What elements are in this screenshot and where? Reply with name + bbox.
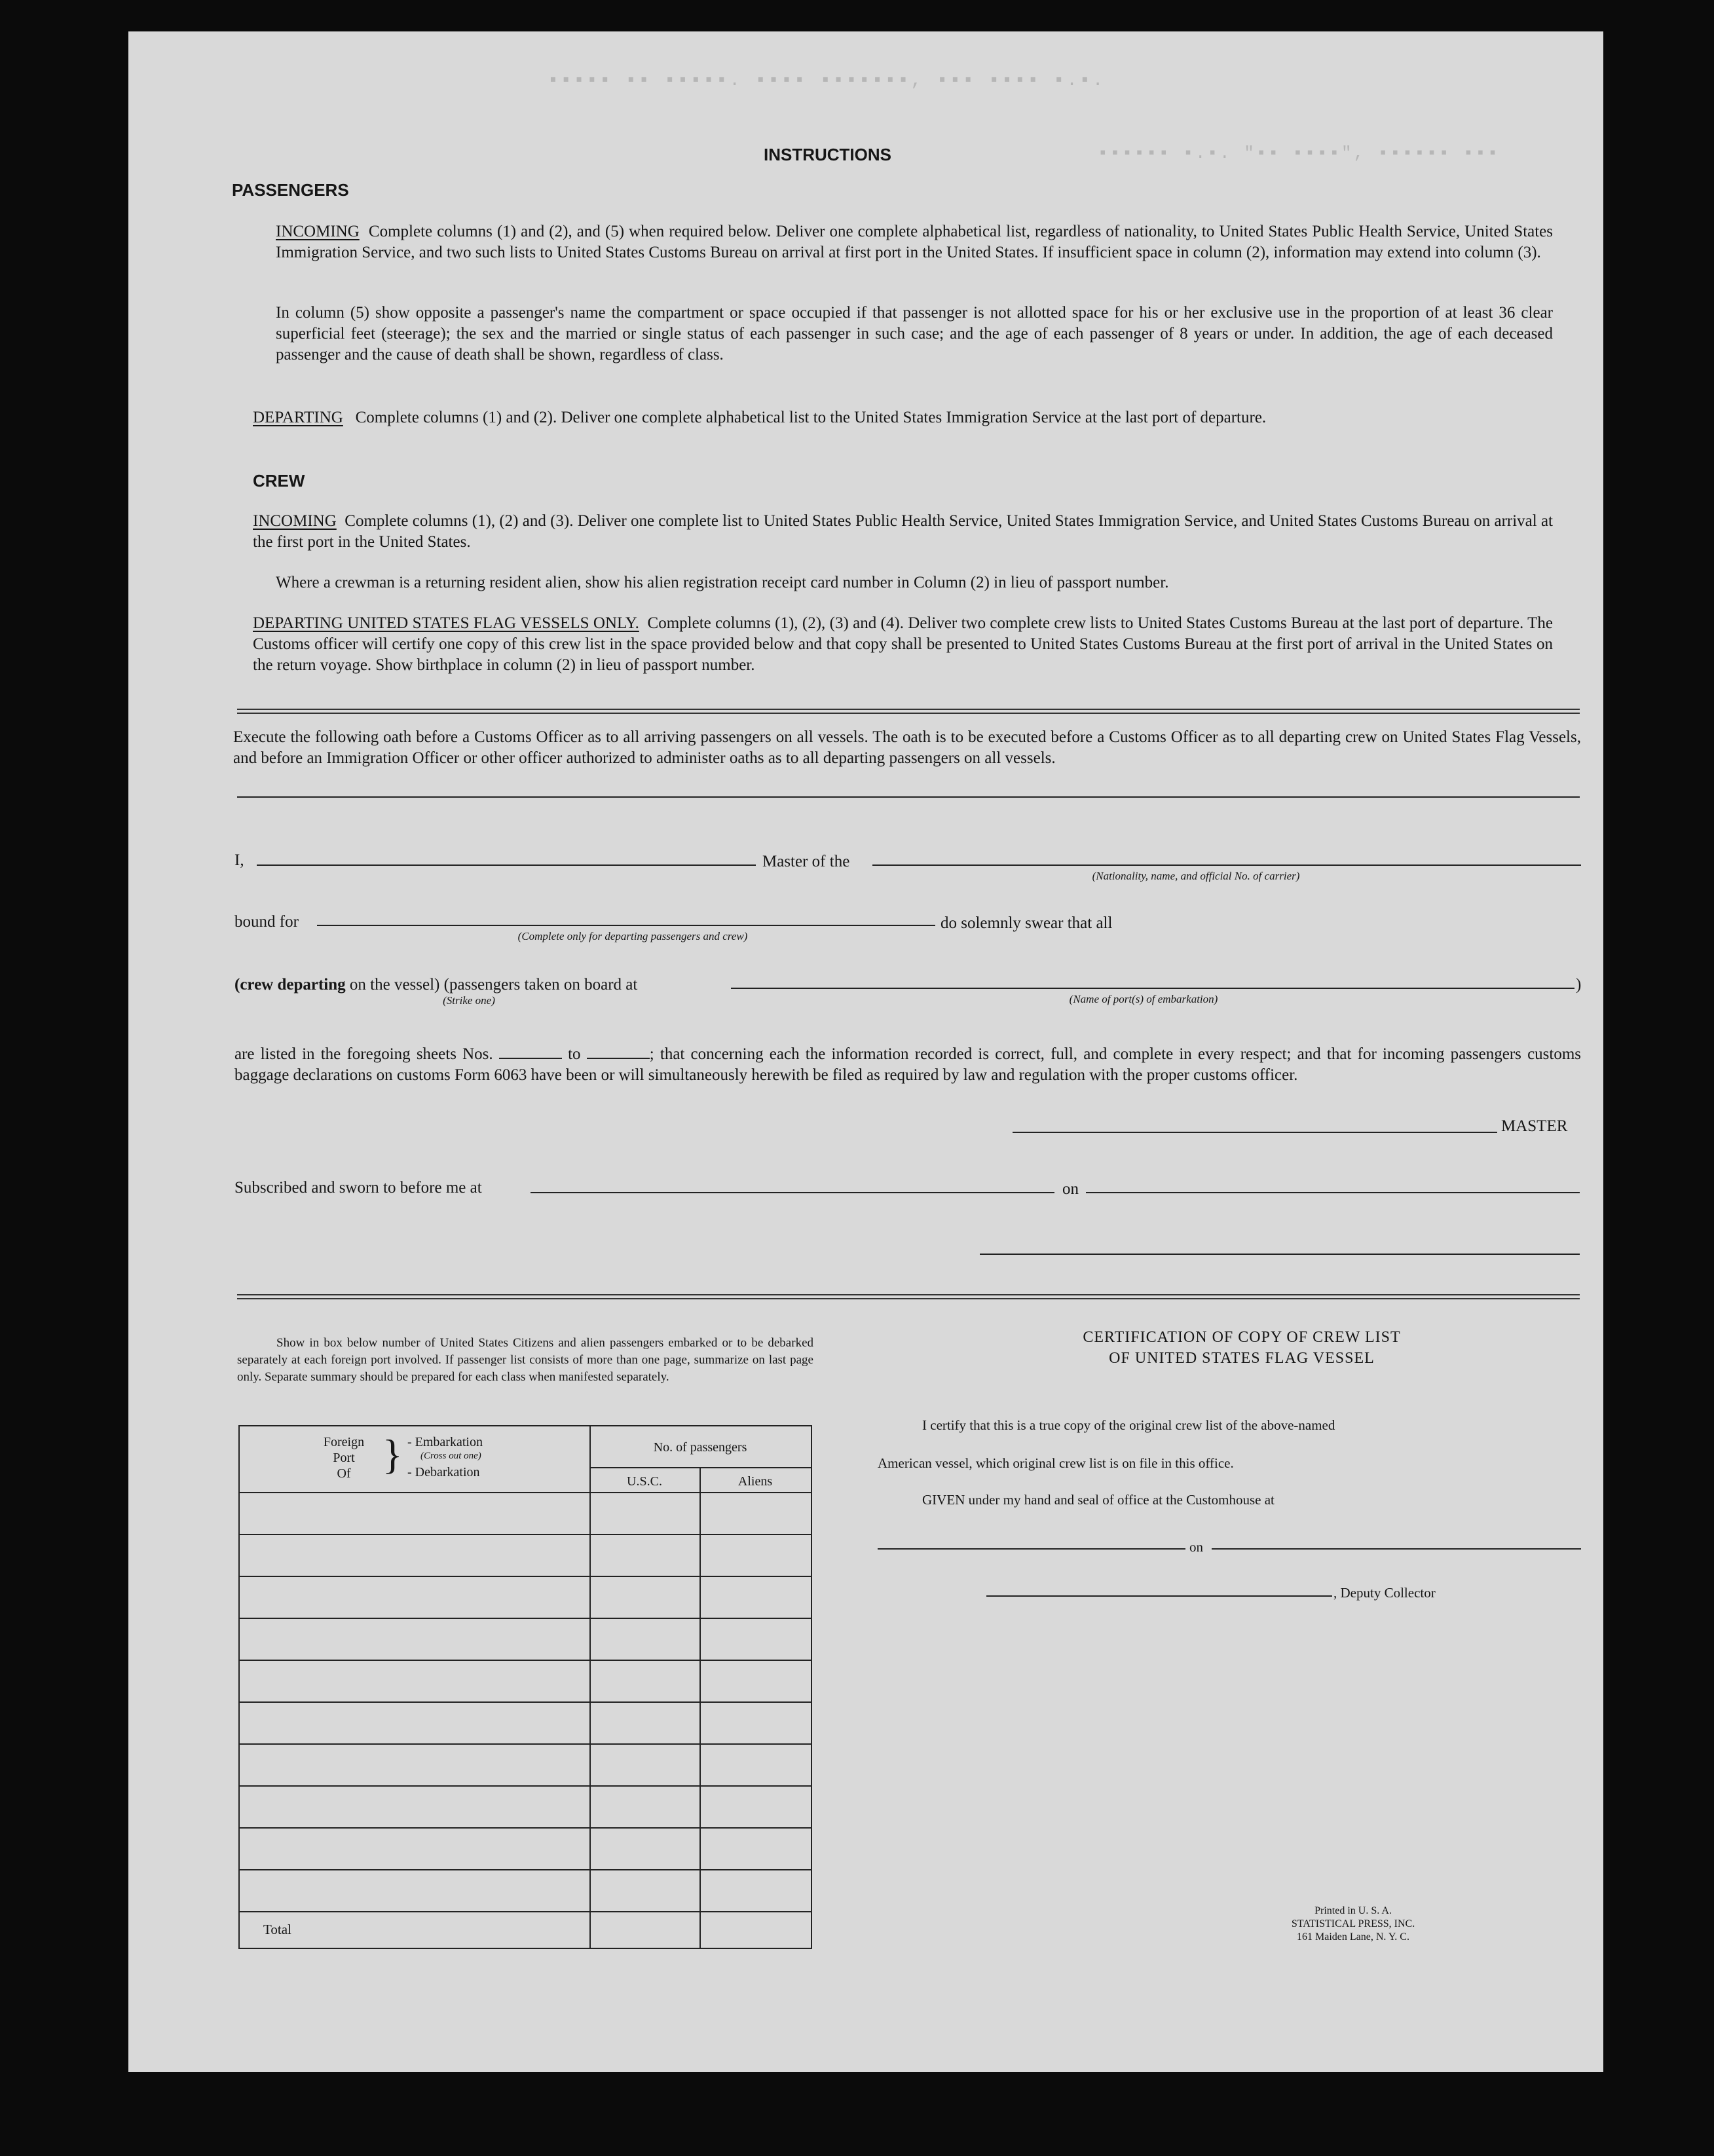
cross-out-caption: (Cross out one) xyxy=(420,1451,481,1461)
customhouse-field[interactable] xyxy=(878,1548,1185,1550)
show-through-text: ▪▪▪▪▪ ▪▪ ▪▪▪▪▪. ▪▪▪▪ ▪▪▪▪▪▪▪, ▪▪▪ ▪▪▪▪ ▪.▪. xyxy=(548,71,1106,91)
sheet-from-field[interactable] xyxy=(499,1045,562,1059)
table-row-rule xyxy=(240,1534,811,1535)
of-label: Of xyxy=(337,1466,351,1481)
sworn-date-field[interactable] xyxy=(1086,1192,1580,1193)
section-divider-bottom xyxy=(237,1294,1580,1299)
oath-intro: Execute the following oath before a Customs Officer as to all arriving passengers on all vessels. The oath is to be executed before a Customs Officer as to all departing crew on United States Flag Vessels, and before an Immigration Officer or other officer authorized to administer oaths as to all departing passengers on all vessels. xyxy=(233,728,1581,767)
no-of-passengers-label: No. of passengers xyxy=(653,1440,747,1455)
passengers-subheader-rule xyxy=(589,1467,811,1468)
master-label: MASTER xyxy=(1501,1117,1568,1135)
sworn-on-label: on xyxy=(1062,1180,1079,1198)
sheet-to-field[interactable] xyxy=(587,1045,650,1059)
embarkation-label: - Embarkation xyxy=(407,1435,483,1449)
crew-resident-paragraph: Where a crewman is a returning resident alien, show his alien registration receipt card number in Column (2) in lieu of passport number. xyxy=(276,574,1169,591)
sworn-place-field[interactable] xyxy=(531,1192,1054,1193)
crew-departing-text: Complete columns (1), (2), (3) and (4). Deliver two complete crew lists to United States Customs Bureau at the last port of departure. The Customs officer will certify one copy of this crew list in the space provided below and that copy shall be presented to United States Customs Bureau at the first port of arrival in the United States on the return voyage. Show birthplace in column (2) in lieu of passport number. xyxy=(253,614,1554,674)
embarkation-port-field[interactable] xyxy=(731,988,1574,989)
table-row-rule xyxy=(240,1618,811,1619)
crew-departing-label: (crew departing xyxy=(234,976,346,994)
foreign-port-of-label xyxy=(308,1434,380,1481)
debarkation-label: - Debarkation xyxy=(407,1465,480,1479)
printer-line1: Printed in U. S. A. xyxy=(1314,1905,1392,1916)
table-row-rule xyxy=(240,1576,811,1577)
passengers-column5-paragraph: In column (5) show opposite a passenger's name the compartment or space occupied if that passenger is not allotted space for his or her exclusive use in the proportion of at least 36 clear superficial feet (steerage); the sex and the married or single status of each passenger in such case; and the age of each passenger of 8 years or under. In addition, the age of each deceased passenger and the cause of death shall be shown, regardless of class. xyxy=(276,304,1553,363)
section-divider-top xyxy=(237,709,1580,714)
summary-table xyxy=(238,1425,812,1949)
certification-on-label: on xyxy=(1189,1539,1203,1555)
foreign-label: Foreign xyxy=(323,1435,365,1449)
passengers-incoming-label: INCOMING xyxy=(276,223,360,240)
crew-incoming-label: INCOMING xyxy=(253,512,337,530)
table-row-rule xyxy=(240,1660,811,1661)
table-row-rule xyxy=(240,1869,811,1870)
listed-to-label: to xyxy=(568,1045,581,1063)
table-row-rule xyxy=(240,1743,811,1745)
certify-line-b: American vessel, which original crew list is on file in this office. xyxy=(878,1455,1234,1471)
instructions-title: INSTRUCTIONS xyxy=(764,145,891,164)
bound-for-caption: (Complete only for departing passengers and crew) xyxy=(517,930,748,942)
on-the-vessel-label: on the vessel) xyxy=(349,976,440,994)
deputy-collector-label: , Deputy Collector xyxy=(1333,1585,1436,1601)
certification-title-line1: CERTIFICATION OF COPY OF CREW LIST xyxy=(1083,1329,1401,1346)
table-row-rule xyxy=(240,1827,811,1829)
total-label: Total xyxy=(263,1922,291,1937)
swear-label: do solemnly swear that all xyxy=(941,914,1113,932)
listed-sheets-label: are listed in the foregoing sheets Nos. xyxy=(234,1045,493,1063)
master-name-field[interactable] xyxy=(257,864,756,866)
bound-for-field[interactable] xyxy=(317,925,935,926)
header-rule xyxy=(240,1492,811,1493)
table-row-rule xyxy=(240,1785,811,1787)
passengers-departing-label: DEPARTING xyxy=(253,409,343,426)
printer-imprint xyxy=(1255,1905,1451,1944)
summary-instructions: Show in box below number of United States Citizens and alien passengers embarked or to be debarked separately at each foreign port involved. If passenger list consists of more than one page, summarize on last page only. Separate summary should be prepared for each class when manifested separately. xyxy=(237,1336,813,1384)
certify-line-a: I certify that this is a true copy of the original crew list of the above-named xyxy=(922,1417,1335,1433)
listed-statement: ; that concerning each the information recorded is correct, full, and complete in every respect; and that for incoming passengers customs baggage declarations on customs Form 6063 have been or will simultaneously herewith be filed as required by law and regulation with the proper customs officer. xyxy=(234,1045,1582,1084)
crew-incoming-paragraph xyxy=(253,511,1553,553)
printer-line2: STATISTICAL PRESS, INC. xyxy=(1291,1918,1415,1929)
certification-title-line2: OF UNITED STATES FLAG VESSEL xyxy=(1109,1350,1375,1367)
deputy-signature-field[interactable] xyxy=(986,1595,1332,1597)
close-paren: ) xyxy=(1576,976,1582,994)
strike-one-caption: (Strike one) xyxy=(443,994,495,1007)
passengers-heading: PASSENGERS xyxy=(232,180,349,200)
col-divider-2 xyxy=(699,1467,701,1948)
listed-sheets-paragraph xyxy=(234,1044,1581,1086)
usc-column-header: U.S.C. xyxy=(627,1474,662,1489)
passengers-incoming-text: Complete columns (1) and (2), and (5) when required below. Deliver one complete alphabetical list, regardless of nationality, to United States Public Health Service, United States Immigration Service, and two such lists to United States Customs Bureau on arrival at first port in the United States. If insufficient space in column (2), information may extend into column (3). xyxy=(276,223,1554,261)
passengers-departing-text: Complete columns (1) and (2). Deliver one complete alphabetical list to the United States Immigration Service at the last port of departure. xyxy=(355,409,1267,426)
passengers-departing-paragraph xyxy=(253,407,1553,428)
subscribed-label: Subscribed and sworn to before me at xyxy=(234,1179,482,1197)
master-of-the-label: Master of the xyxy=(762,853,850,870)
carrier-caption: (Nationality, name, and official No. of carrier) xyxy=(1092,870,1300,882)
passengers-incoming-paragraph xyxy=(276,221,1553,263)
crew-passengers-line xyxy=(234,975,637,995)
show-through-text-2: ▪▪▪▪▪▪ ▪.▪. "▪▪ ▪▪▪▪", ▪▪▪▪▪▪ ▪▪▪ xyxy=(1098,143,1500,163)
carrier-field[interactable] xyxy=(872,864,1581,866)
crew-heading: CREW xyxy=(253,471,305,491)
table-row-rule xyxy=(240,1911,811,1912)
form-page xyxy=(128,31,1603,2072)
bound-for-label: bound for xyxy=(234,913,299,931)
port-label: Port xyxy=(333,1451,355,1465)
certification-date-field[interactable] xyxy=(1212,1548,1581,1550)
master-signature-field[interactable] xyxy=(1013,1132,1497,1133)
crew-incoming-text: Complete columns (1), (2) and (3). Deliver one complete list to United States Public Health Service, United States Immigration Service, and United States Customs Bureau on arrival at the first port in the United States. xyxy=(253,512,1553,551)
oath-intro-rule xyxy=(237,796,1580,798)
ports-caption: (Name of port(s) of embarkation) xyxy=(1069,993,1218,1005)
crew-departing-label: DEPARTING UNITED STATES FLAG VESSELS ONLY. xyxy=(253,614,639,632)
officer-signature-field[interactable] xyxy=(980,1254,1580,1255)
certification-title xyxy=(973,1327,1510,1369)
printer-line3: 161 Maiden Lane, N. Y. C. xyxy=(1297,1931,1409,1942)
oath-i-label: I, xyxy=(234,851,244,869)
crew-departing-paragraph xyxy=(253,613,1553,676)
passengers-taken-label: (passengers taken on board at xyxy=(443,976,638,994)
aliens-column-header: Aliens xyxy=(737,1474,773,1489)
table-row-rule xyxy=(240,1701,811,1703)
brace-icon: } xyxy=(382,1431,403,1478)
given-line: GIVEN under my hand and seal of office at the Customhouse at xyxy=(922,1492,1275,1508)
